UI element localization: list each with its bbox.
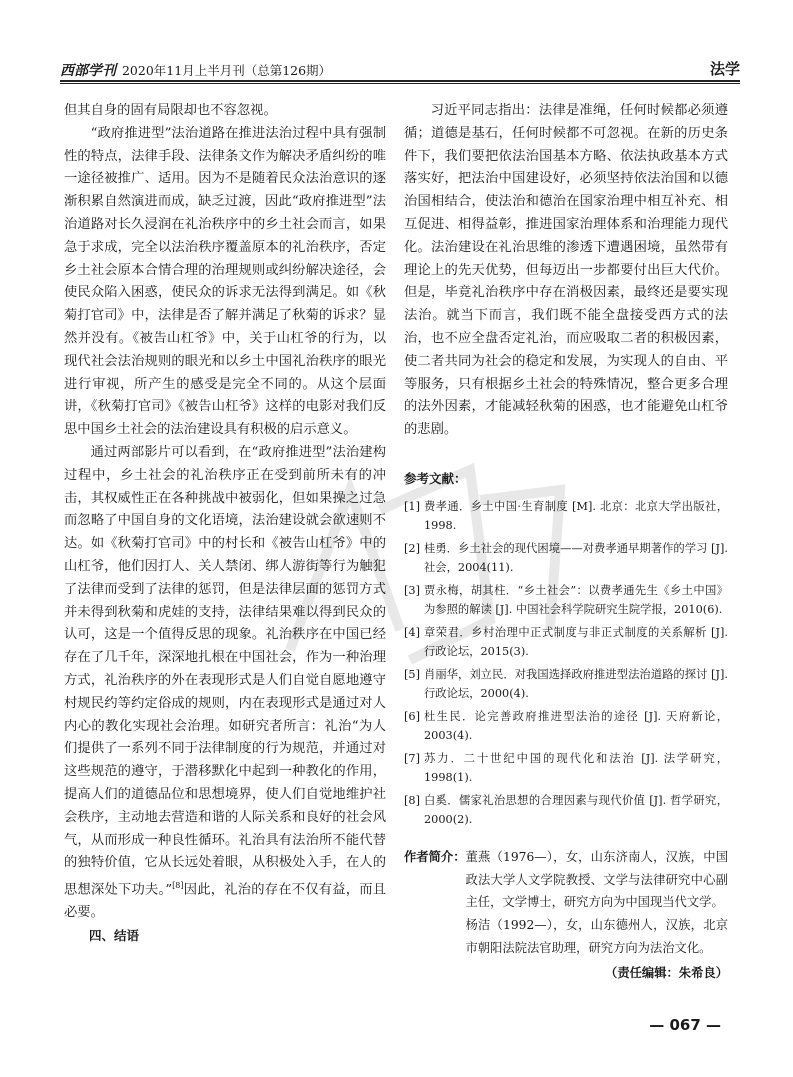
reference-text: 白奚．儒家礼治思想的合理因素与现代价值 [J]. 哲学研究，2000(2).	[424, 793, 728, 827]
reference-text: 贾永梅，胡其柱．“乡土社会”：以费孝通先生《乡土中国》为参照的解读 [J]. 中国社会科学院研究生院学报，2010(6).	[424, 583, 728, 617]
reference-number: [5]	[404, 667, 421, 681]
author-intro-body	[466, 846, 729, 960]
reference-text: 杜生民．论完善政府推进型法治的途径 [J]. 天府新论，2003(4).	[424, 709, 728, 743]
paragraph: 但其自身的固有局限却也不容忽视。	[64, 103, 277, 118]
reference-item	[404, 665, 728, 704]
responsible-editor: （责任编辑：朱希良）	[605, 965, 728, 980]
reference-item	[404, 791, 728, 830]
section-heading: 四、结语	[89, 928, 140, 944]
reference-item	[404, 539, 728, 578]
reference-number: [4]	[404, 625, 421, 639]
header-rule	[60, 80, 740, 82]
reference-text: 费孝通．乡土中国·生育制度 [M]. 北京：北京大学出版社，1998.	[424, 499, 728, 533]
left-column	[64, 100, 386, 948]
journal-title: 西部学刊	[60, 63, 116, 79]
reference-item	[404, 623, 728, 662]
reference-item	[404, 497, 728, 536]
author-bio: 杨洁（1992—），女，山东德州人，汉族，北京市朝阳法院法官助理，研究方向为法治文化。	[465, 918, 728, 955]
reference-text: 桂勇．乡土社会的现代困境——对费孝通早期著作的学习 [J]. 社会，2004(11).	[424, 541, 728, 575]
paragraph-text: 通过两部影片可以看到，在“政府推进型”法治建构过程中，乡土社会的礼治秩序正在受到前所未有的冲击，其权威性正在各种挑战中被弱化，但如果操之过急而忽略了中国自身的文化语境，法治建设就会欲速则不达。如《秋菊打官司》中的村长和《被告山杠爷》中的山杠爷，他们因打人、关人禁闭、绑人游街等行为触犯了法律而受到了法律的惩罚，但是法律层面的惩罚方式并未得到秋菊和虎娃的支持，法律结果难以得到民众的认可，这是一个值得反思的现象。礼治秩序在中国已经存在了几千年，深深地扎根在中国社会，作为一种治理方式，礼治秩序的外在表现形式是人们自觉自愿地遵守村规民约等约定俗成的规则，内在表现形式是通过对人内心的教化实现社会治理。如研究者所言：礼治“为人们提供了一系列不同于法律制度的行为规范，并通过对这些规范的遵守，于潜移默化中起到一种教化的作用，提高人们的道德品位和思想境界，使人们自觉地维护社会秩序，主动地去营造和谐的人际关系和良好的社会风气，从而形成一种良性循环。礼治具有法治所不能代替的独特价值，它从长远处着眼，从积极处入手，在人的思想深处下功夫。”	[64, 444, 386, 898]
header-journal-info	[60, 60, 331, 80]
reference-number: [8]	[404, 793, 421, 807]
paragraph: 习近平同志指出：法律是准绳，任何时候都必须遵循；道德是基石，任何时候都不可忽视。在新的历史条件下，我们要把依法治国基本方略、依法执政基本方式落实好，把法治中国建设好，必须坚持依法治国和以德治国相结合，使法治和德治在国家治理中相互补充、相互促进、相得益彰，推进国家治理体系和治理能力现代化。法治建设在礼治思维的渗透下遭遇困境，虽然带有理论上的先天优势，但每迈出一步都要付出巨大代价。但是，毕竟礼治秩序中存在消极因素，最终还是要实现法治。就当下而言，我们既不能全盘接受西方式的法治，也不应全盘否定礼治，而应吸取二者的积极因素，使二者共同为社会的稳定和发展，为实现人的自由、平等服务，只有根据乡土社会的特殊情况，整合更多合理的法外因素，才能减轻秋菊的困惑，也才能避免山杠爷的悲剧。	[404, 103, 728, 438]
issue-info: 2020年11月上半月刊（总第126期）	[121, 63, 332, 78]
reference-item	[404, 749, 728, 788]
reference-text: 肖丽华，刘立民．对我国选择政府推进型法治道路的探讨 [J]. 行政论坛，2000(4).	[424, 667, 728, 701]
citation-marker: [8]	[172, 881, 184, 891]
page-number: — 067 —	[649, 1016, 721, 1034]
reference-number: [3]	[404, 583, 421, 597]
reference-number: [1]	[404, 499, 421, 513]
reference-number: [7]	[404, 751, 421, 765]
paragraph-text: 因此，礼治的存在不仅有益，而且必要。	[64, 882, 386, 921]
reference-item	[404, 581, 728, 620]
reference-item	[404, 707, 728, 746]
reference-text: 章荣君．乡村治理中正式制度与非正式制度的关系解析 [J]. 行政论坛，2015(3).	[424, 625, 728, 659]
reference-text: 苏力．二十世纪中国的现代化和法治 [J]. 法学研究，1998(1).	[424, 751, 728, 785]
page-header	[60, 56, 740, 82]
paragraph	[64, 442, 386, 925]
references-list	[404, 497, 728, 830]
header-rule-thin	[60, 83, 740, 84]
section-name: 法学	[709, 60, 740, 78]
reference-number: [2]	[404, 541, 421, 555]
author-bio: 董燕（1976—），女，山东济南人，汉族，中国政法大学人文学院教授、文学与法律研究中心副主任，文学博士，研究方向为中国现当代文学。	[465, 849, 728, 910]
author-intro-label: 作者简介：	[404, 849, 466, 864]
author-intro	[404, 846, 728, 960]
right-column	[404, 100, 728, 985]
paragraph: “政府推进型”法治道路在推进法治过程中具有强制性的特点，法律手段、法律条文作为解决矛盾纠纷的唯一途径被推广、适用。因为不是随着民众法治意识的逐渐积累自然演进而成，缺乏过渡，因此“政府推进型”法治道路对长久浸润在礼治秩序中的乡土社会而言，如果急于求成，完全以法治秩序覆盖原本的礼治秩序，否定乡土社会原本合情合理的治理规则或纠纷解决途径，会使民众陷入困惑，使民众的诉求无法得到满足。如《秋菊打官司》中，法律是否了解并满足了秋菊的诉求？显然并没有。《被告山杠爷》中，关于山杠爷的行为，以现代社会法治规则的眼光和以乡土中国礼治秩序的眼光进行审视，所产生的感受是完全不同的。从这个层面讲，《秋菊打官司》《被告山杠爷》这样的电影对我们反思中国乡土社会的法治建设具有积极的启示意义。	[64, 125, 386, 438]
references-heading: 参考文献：	[404, 470, 467, 486]
reference-number: [6]	[404, 709, 421, 723]
